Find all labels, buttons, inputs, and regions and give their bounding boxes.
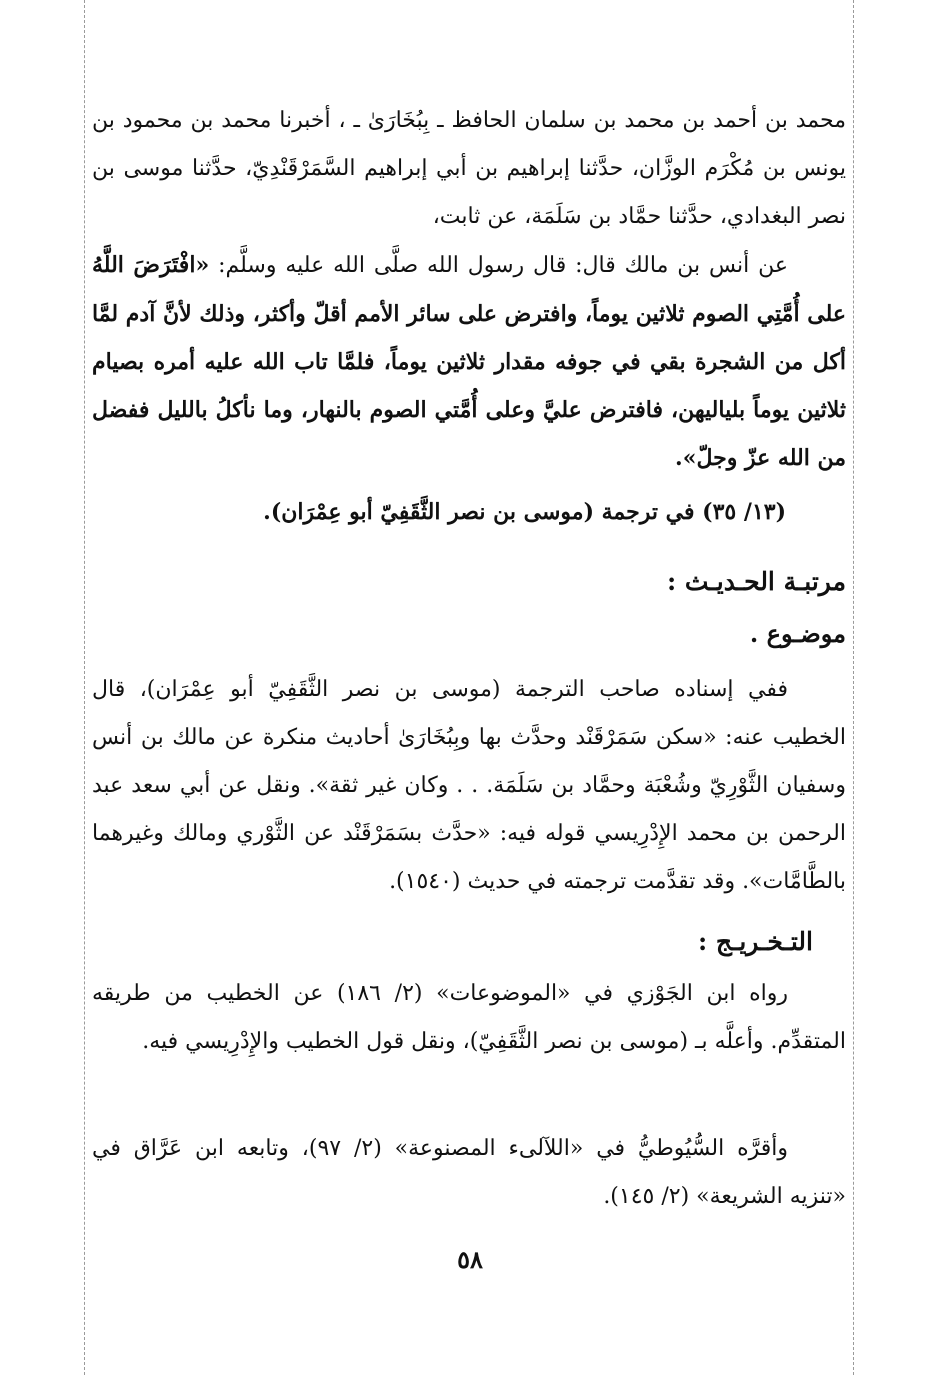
- section-heading-rank: مرتبـة الحـديـث :: [666, 567, 846, 596]
- takhrij-paragraph-2: وأقرَّه السُّيُوطيُّ في «اللآلىء المصنوعة» (٢/ ٩٧)، وتابعه ابن عَرَّاق في «تنزيه الشريعة» (٢/ ١٤٥).: [92, 1136, 846, 1209]
- takhrij-paragraph-1: رواه ابن الجَوْزي في «الموضوعات» (٢/ ١٨٦) عن الخطيب من طريقه المتقدِّم. وأعلَّه بـ (موسى بن نصر الثَّقَفِيّ)، ونقل قول الخطيب والإِدْرِيسي فيه.: [92, 981, 846, 1054]
- source-reference: (١٣/ ٣٥) في ترجمة (موسى بن نصر الثَّقَفِيّ أبو عِمْرَان).: [263, 499, 786, 525]
- isnad-paragraph: محمد بن أحمد بن محمد بن سلمان الحافظ ـ بِبُخَارَىٰ ـ ، أخبرنا محمد بن محمود بن يونس بن مُكْرَم الوزَّان، حدَّثنا إبراهيم بن أبي إبراهيم السَّمَرْقَنْدِيّ، حدَّثنا موسى بن نصر البغدادي، حدَّثنا حمَّاد بن سَلَمَة، عن ثابت،: [92, 108, 846, 229]
- hadith-intro: عن أنس بن مالك قال: قال رسول الله صلَّى الله عليه وسلَّم:: [209, 253, 789, 278]
- verdict-text: موضـوع .: [749, 619, 846, 648]
- left-margin-guide: [84, 0, 85, 1375]
- hadith-paragraph: [92, 241, 846, 482]
- page-number: ٥٨: [457, 1245, 483, 1274]
- section-heading-takhrij: التـخـريـج :: [697, 927, 813, 956]
- right-margin-guide: [853, 0, 854, 1375]
- hadith-text: «افْتَرَضَ اللَّهُ على أُمَّتِي الصوم ثلاثين يوماً، وافترض على سائر الأمم أقلّ وأكثر، وذلك لأنَّ آدم لمَّا أكل من الشجرة بقي في جوفه مقدار ثلاثين يوماً، فلمَّا تاب الله عليه أمره بصيام ثلاثين يوماً بلياليهن، فافترض عليَّ وعلى أُمَّتي الصوم بالنهار، وما نأكلُ بالليل ففضل من الله عزّ وجلّ».: [92, 252, 846, 471]
- rank-paragraph: ففي إسناده صاحب الترجمة (موسى بن نصر الثَّقَفِيّ أبو عِمْرَان)، قال الخطيب عنه: «سكن سَمَرْقَنْد وحدَّث بها وبِبُخَارَىٰ أحاديث منكرة عن مالك بن أنس وسفيان الثَّوْرِيّ وشُعْبَة وحمَّاد بن سَلَمَة. . . وكان غير ثقة». ونقل عن أبي سعد عبد الرحمن بن محمد الإِدْرِيسي قوله فيه: «حدَّث بسَمَرْقَنْد عن الثَّوْري ومالك وغيرهما بالطَّامَّات». وقد تقدَّمت ترجمته في حديث (١٥٤٠).: [92, 677, 846, 894]
